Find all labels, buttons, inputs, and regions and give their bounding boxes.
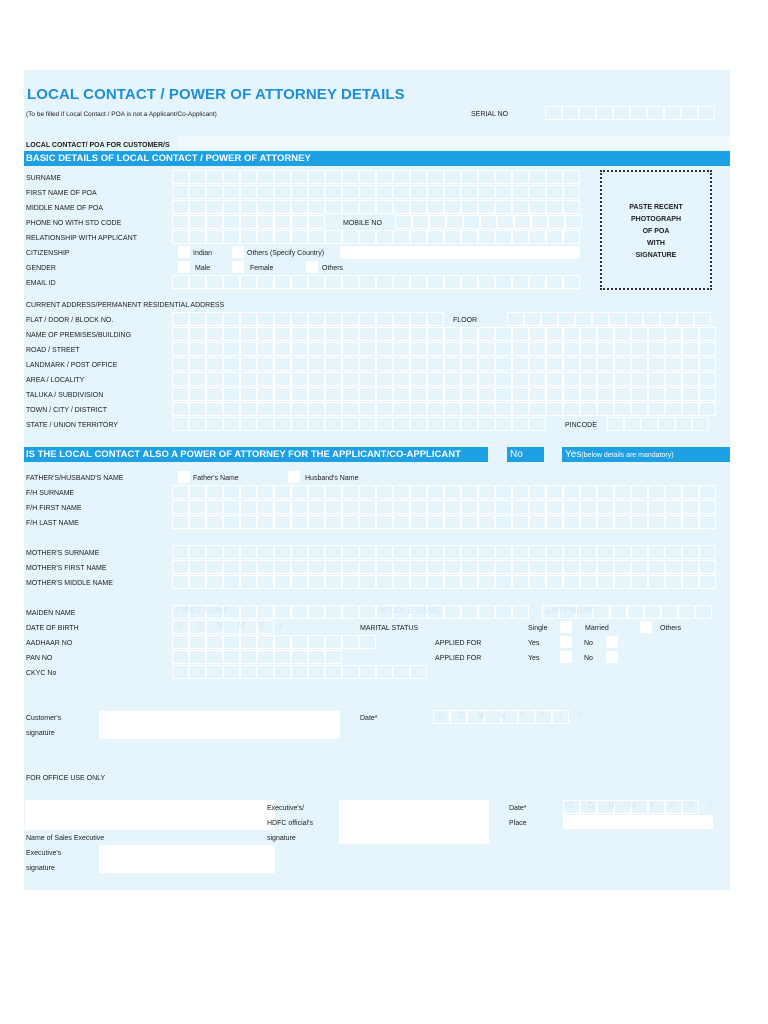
state-label: STATE / UNION TERRITORY bbox=[26, 422, 118, 429]
pan-label: PAN NO bbox=[26, 655, 53, 662]
marital-married-option: Married bbox=[585, 625, 609, 632]
pan-yes-option: Yes bbox=[528, 655, 540, 662]
fh-surname-label: F/H SURNAME bbox=[26, 490, 75, 497]
dob-label: DATE OF BIRTH bbox=[26, 625, 79, 632]
maiden-label: MAIDEN NAME bbox=[26, 610, 76, 617]
dob-placeholder: D D M M Y Y bbox=[177, 621, 290, 630]
section-bar-poa-question: IS THE LOCAL CONTACT ALSO A POWER OF ATTORNEY FOR THE APPLICANT/CO-APPLICANT bbox=[24, 447, 488, 462]
executive-signature-box[interactable] bbox=[99, 845, 275, 873]
m-first-label: MOTHER'S FIRST NAME bbox=[26, 565, 107, 572]
sales-exec-label: Name of Sales Executive bbox=[26, 835, 105, 842]
office-date-label: Date* bbox=[509, 805, 527, 812]
m-middle-label: MOTHER'S MIDDLE NAME bbox=[26, 580, 113, 587]
photo-line-5: SIGNATURE bbox=[635, 252, 677, 259]
gender-label: GENDER bbox=[26, 265, 56, 272]
gender-others-checkbox[interactable] bbox=[306, 261, 318, 273]
address-heading: CURRENT ADDRESS/PERMANENT RESIDENTIAL ADDRESS bbox=[26, 302, 225, 309]
citizenship-indian-option: Indian bbox=[193, 250, 213, 257]
phone-label: PHONE NO WITH STD CODE bbox=[26, 220, 122, 227]
ckyc-label: CKYC No bbox=[26, 670, 57, 677]
m-surname-input[interactable] bbox=[172, 545, 716, 559]
office-heading: FOR OFFICE USE ONLY bbox=[26, 775, 106, 782]
state-input[interactable] bbox=[172, 417, 546, 431]
aadhaar-input[interactable] bbox=[172, 635, 376, 649]
marital-others-option: Others bbox=[660, 625, 682, 632]
marital-single-checkbox[interactable] bbox=[560, 621, 572, 633]
maiden-first-placeholder: FIRST NAME bbox=[176, 606, 230, 615]
phone-input[interactable] bbox=[172, 215, 325, 229]
gender-female-checkbox[interactable] bbox=[232, 261, 244, 273]
section-bar-basic-details: BASIC DETAILS OF LOCAL CONTACT / POWER OF ATTORNEY bbox=[24, 151, 730, 166]
photo-line-2: PHOTOGRAPH bbox=[630, 216, 682, 223]
pincode-label: PINCODE bbox=[565, 422, 597, 429]
poa-no-option[interactable]: No bbox=[507, 447, 544, 462]
photo-line-1: PASTE RECENT bbox=[629, 204, 683, 211]
husbands-name-option: Husband's Name bbox=[305, 475, 359, 482]
photo-line-4: WITH bbox=[647, 240, 665, 247]
taluka-label: TALUKA / SUBDIVISION bbox=[26, 392, 104, 399]
marital-married-checkbox[interactable] bbox=[640, 621, 652, 633]
sales-executive-box[interactable] bbox=[25, 800, 275, 830]
gender-male-option: Male bbox=[195, 265, 211, 272]
customer-date-placeholder: D D M M Y Y Y Y bbox=[438, 711, 589, 720]
office-date-placeholder: D D M M Y Y Y Y bbox=[568, 801, 719, 810]
landmark-label: LANDMARK / POST OFFICE bbox=[26, 362, 118, 369]
husbands-name-checkbox[interactable] bbox=[288, 471, 300, 483]
first-name-label: FIRST NAME OF POA bbox=[26, 190, 97, 197]
email-input[interactable] bbox=[172, 275, 580, 289]
flat-label: FLAT / DOOR / BLOCK NO. bbox=[26, 317, 114, 324]
aadhaar-yes-option: Yes bbox=[528, 640, 540, 647]
exec-label-2: HDFC official's bbox=[267, 820, 313, 827]
floor-input[interactable] bbox=[507, 312, 711, 326]
taluka-input[interactable] bbox=[172, 387, 716, 401]
area-input[interactable] bbox=[172, 372, 716, 386]
serial-label: SERIAL NO bbox=[471, 111, 509, 118]
citizenship-label: CITIZENSHIP bbox=[26, 250, 70, 257]
place-label: Place bbox=[509, 820, 527, 827]
aadhaar-no-option: No bbox=[584, 640, 593, 647]
executives-label: Executive's bbox=[26, 850, 62, 857]
mobile-input[interactable] bbox=[395, 215, 582, 229]
fill-note: (To be filled if Local Contact / POA is not a Applicant/Co-Applicant) bbox=[26, 111, 217, 118]
poa-yes-note: (below details are mandatory) bbox=[581, 452, 674, 459]
gender-female-option: Female bbox=[250, 265, 274, 272]
poa-for-label: LOCAL CONTACT/ POA FOR CUSTOMER/S bbox=[26, 142, 170, 149]
citizenship-indian-checkbox[interactable] bbox=[178, 246, 190, 258]
exec-label-1: Executive's/ bbox=[267, 805, 305, 812]
executive-signature-label: signature bbox=[26, 865, 55, 872]
surname-label: SURNAME bbox=[26, 175, 62, 182]
aadhaar-applied-label: APPLIED FOR bbox=[435, 640, 482, 647]
marital-single-option: Single bbox=[528, 625, 548, 632]
exec-label-3: signature bbox=[267, 835, 296, 842]
floor-label: FLOOR bbox=[453, 317, 478, 324]
m-surname-label: MOTHER'S SURNAME bbox=[26, 550, 100, 557]
serial-input[interactable] bbox=[545, 106, 715, 120]
mobile-label: MOBILE NO bbox=[343, 220, 382, 227]
aadhaar-label: AADHAAR NO bbox=[26, 640, 73, 647]
pan-yes-checkbox[interactable] bbox=[560, 651, 572, 663]
fh-last-label: F/H LAST NAME bbox=[26, 520, 79, 527]
first-name-input[interactable] bbox=[172, 185, 580, 199]
surname-input[interactable] bbox=[172, 170, 580, 184]
fathers-name-checkbox[interactable] bbox=[178, 471, 190, 483]
gender-others-option: Others bbox=[322, 265, 344, 272]
customer-signature-box[interactable] bbox=[99, 711, 340, 739]
aadhaar-yes-checkbox[interactable] bbox=[560, 636, 572, 648]
m-middle-input[interactable] bbox=[172, 575, 716, 589]
pincode-input[interactable] bbox=[607, 417, 709, 431]
ckyc-input[interactable] bbox=[172, 665, 427, 679]
photo-placeholder[interactable] bbox=[600, 170, 712, 290]
page-title: LOCAL CONTACT / POWER OF ATTORNEY DETAILS bbox=[27, 86, 405, 103]
flat-input[interactable] bbox=[172, 312, 444, 326]
place-input[interactable] bbox=[563, 815, 713, 829]
photo-line-3: OF POA bbox=[642, 228, 670, 235]
citizenship-others-option: Others (Specify Country) bbox=[247, 250, 325, 257]
middle-name-label: MIDDLE NAME OF POA bbox=[26, 205, 104, 212]
aadhaar-no-checkbox[interactable] bbox=[606, 636, 618, 648]
pan-no-option: No bbox=[584, 655, 593, 662]
maiden-middle-placeholder: MIDDLE NAME bbox=[380, 606, 442, 615]
customer-signature-label: signature bbox=[26, 730, 55, 737]
fh-last-input[interactable] bbox=[172, 515, 716, 529]
pan-input[interactable] bbox=[172, 650, 342, 664]
pan-no-checkbox[interactable] bbox=[606, 651, 618, 663]
middle-name-input[interactable] bbox=[172, 200, 580, 214]
landmark-input[interactable] bbox=[172, 357, 716, 371]
fh-first-label: F/H FIRST NAME bbox=[26, 505, 82, 512]
fh-name-label: FATHER'S/HUSBAND'S NAME bbox=[26, 475, 124, 482]
pan-applied-label: APPLIED FOR bbox=[435, 655, 482, 662]
premises-label: NAME OF PREMISES/BUILDING bbox=[26, 332, 132, 339]
relationship-label: RELATIONSHIP WITH APPLICANT bbox=[26, 235, 137, 242]
citizenship-others-checkbox[interactable] bbox=[232, 246, 244, 258]
customers-label: Customer's bbox=[26, 715, 62, 722]
premises-input[interactable] bbox=[172, 327, 716, 341]
town-input[interactable] bbox=[172, 402, 716, 416]
road-label: ROAD / STREET bbox=[26, 347, 80, 354]
gender-male-checkbox[interactable] bbox=[178, 261, 190, 273]
m-first-input[interactable] bbox=[172, 560, 716, 574]
fh-first-input[interactable] bbox=[172, 500, 716, 514]
email-label: EMAIL ID bbox=[26, 280, 56, 287]
marital-label: MARITAL STATUS bbox=[360, 625, 419, 632]
poa-yes-option[interactable] bbox=[562, 447, 730, 462]
fh-surname-input[interactable] bbox=[172, 485, 716, 499]
fathers-name-option: Father's Name bbox=[193, 475, 239, 482]
town-label: TOWN / CITY / DISTRICT bbox=[26, 407, 108, 414]
poa-for-input[interactable] bbox=[178, 136, 730, 150]
relationship-input[interactable] bbox=[172, 230, 580, 244]
road-input[interactable] bbox=[172, 342, 716, 356]
country-input[interactable] bbox=[340, 246, 580, 259]
poa-yes-label: Yes bbox=[565, 449, 582, 460]
official-signature-box[interactable] bbox=[339, 800, 489, 844]
maiden-last-placeholder: LAST NAME bbox=[546, 606, 596, 615]
customer-date-label: Date* bbox=[360, 715, 378, 722]
area-label: AREA / LOCALITY bbox=[26, 377, 85, 384]
